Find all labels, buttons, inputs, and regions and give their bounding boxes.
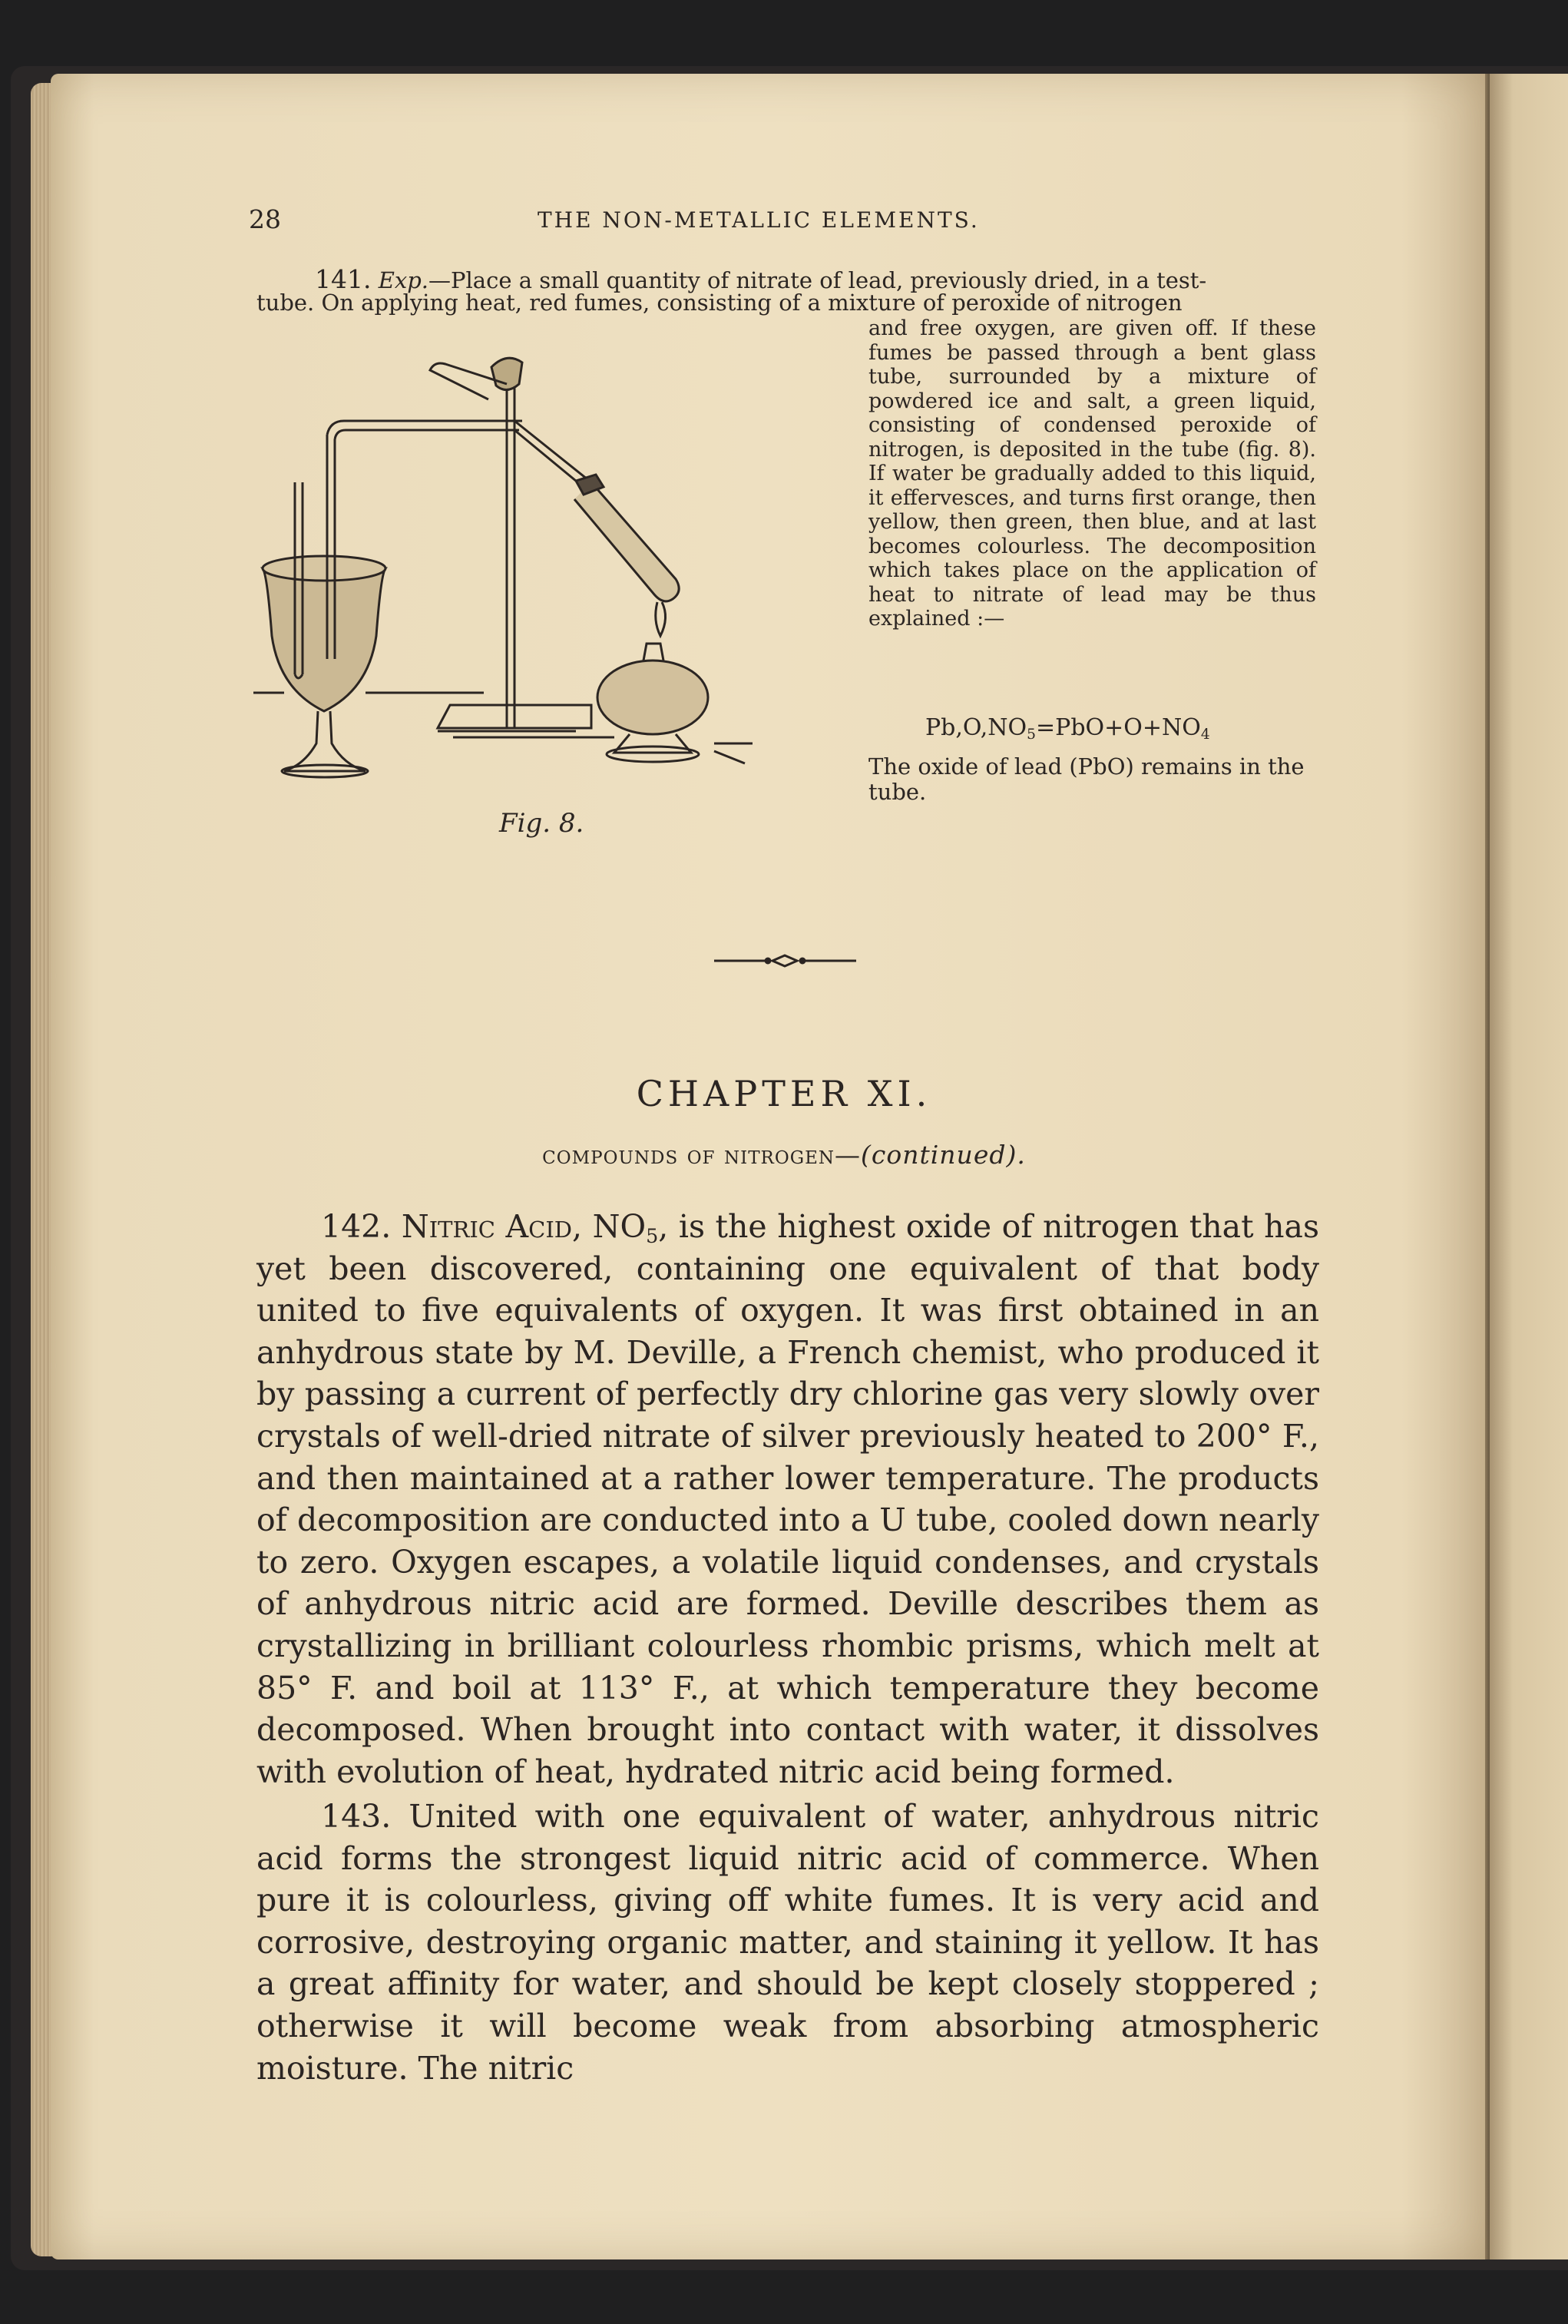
paragraph-number: 143.	[321, 1798, 392, 1835]
lamp-flame	[656, 602, 666, 636]
goblet-rim	[263, 556, 385, 581]
equation-left: Pb,O,NO	[925, 714, 1027, 741]
test-tube	[574, 482, 679, 601]
stand-shadow	[438, 731, 614, 737]
clamp	[491, 358, 522, 389]
experiment-line-2: tube. On applying heat, red fumes, consisting of a mixture of peroxide of nitrogen	[256, 290, 1183, 316]
lamp-neck	[643, 644, 663, 660]
chapter-title: CHAPTER XI.	[636, 1073, 932, 1114]
equation-sub-2: 4	[1200, 727, 1210, 743]
bench-line-right	[714, 743, 753, 763]
paragraph-formula: , NO	[572, 1208, 647, 1245]
chemical-equation	[925, 714, 1210, 741]
figure-caption: Fig. 8.	[499, 808, 584, 839]
equation-right: =PbO+O+NO	[1036, 714, 1201, 741]
paragraph-text: United with one equivalent of water, anhydrous nitric acid forms the strongest liquid nitric acid of commerce. When pure it is colourless, giving off white fumes. It is very acid and corrosive, destroying organic matter, and staining it yellow. It has a great affinity for water, and should be kept closely stoppered ; otherwise it will become weak from absorbing atmospheric moisture. The nitric	[256, 1798, 1319, 2087]
experiment-text-1: —Place a small quantity of nitrate of lead, previously dried, in a test-	[428, 267, 1207, 293]
paragraph-term: Nitric Acid	[401, 1208, 573, 1245]
chapter-subtitle-main: compounds of nitrogen—	[542, 1140, 862, 1170]
bent-tube-diag	[514, 421, 591, 488]
experiment-side-text: and free oxygen, are given off. If these fumes be passed through a bent glass tube, surrounded by a mixture of powdered ice and salt, a green liquid, consisting of condensed peroxide of nitrogen, is deposited in the tube (fig. 8). If water be gradually added to this liquid, it effervesces, and turns first orange, then yellow, then green, then blue, and at last becomes colourless. The decomposition which takes place on the application of heat to nitrate of lead may be thus explained :—	[868, 316, 1316, 631]
running-head: THE NON-METALLIC ELEMENTS.	[538, 207, 980, 233]
goblet-bowl	[263, 568, 385, 711]
paragraph-142	[256, 1206, 1319, 1793]
paragraph-text: , is the highest oxide of nitrogen that has yet been discovered, containing one equivalent of that body united to five equivalents of oxygen. It was first obtained in an anhydrous state by M. Deville, a French chemist, who produced it by passing a current of perfectly dry chlorine gas very slowly over crystals of well-dried nitrate of silver previously heated to 200° F., and then maintained at a rather lower temperature. The products of decomposition are conducted into a U tube, cooled down nearly to zero. Oxygen escapes, a volatile liquid condenses, and crystals of anhydrous nitric acid are formed. Deville describes them as crystallizing in brilliant colourless rhombic prisms, which melt at 85° F. and boil at 113° F., at which temperature they become decomposed. When brought into contact with water, it dissolves with evolution of heat, hydrated nitric acid being formed.	[256, 1208, 1319, 1790]
lamp-foot	[614, 734, 691, 753]
chapter-subtitle	[0, 1140, 1568, 1170]
apparatus-figure	[253, 344, 860, 797]
experiment-number: 141.	[315, 264, 372, 294]
paragraph-number: 142.	[321, 1208, 392, 1245]
equation-note: The oxide of lead (PbO) remains in the tube.	[868, 753, 1305, 805]
paragraph-143	[256, 1796, 1319, 2089]
section-ornament	[714, 952, 856, 969]
page-number: 28	[249, 204, 281, 234]
chapter-subtitle-continued: (continued).	[861, 1140, 1026, 1170]
experiment-label: Exp.	[378, 267, 429, 293]
goblet-stem	[284, 711, 366, 771]
formula-subscript: 5	[646, 1224, 659, 1248]
stand-rod	[507, 375, 514, 728]
spirit-lamp	[597, 660, 708, 734]
equation-sub-1: 5	[1027, 727, 1036, 743]
